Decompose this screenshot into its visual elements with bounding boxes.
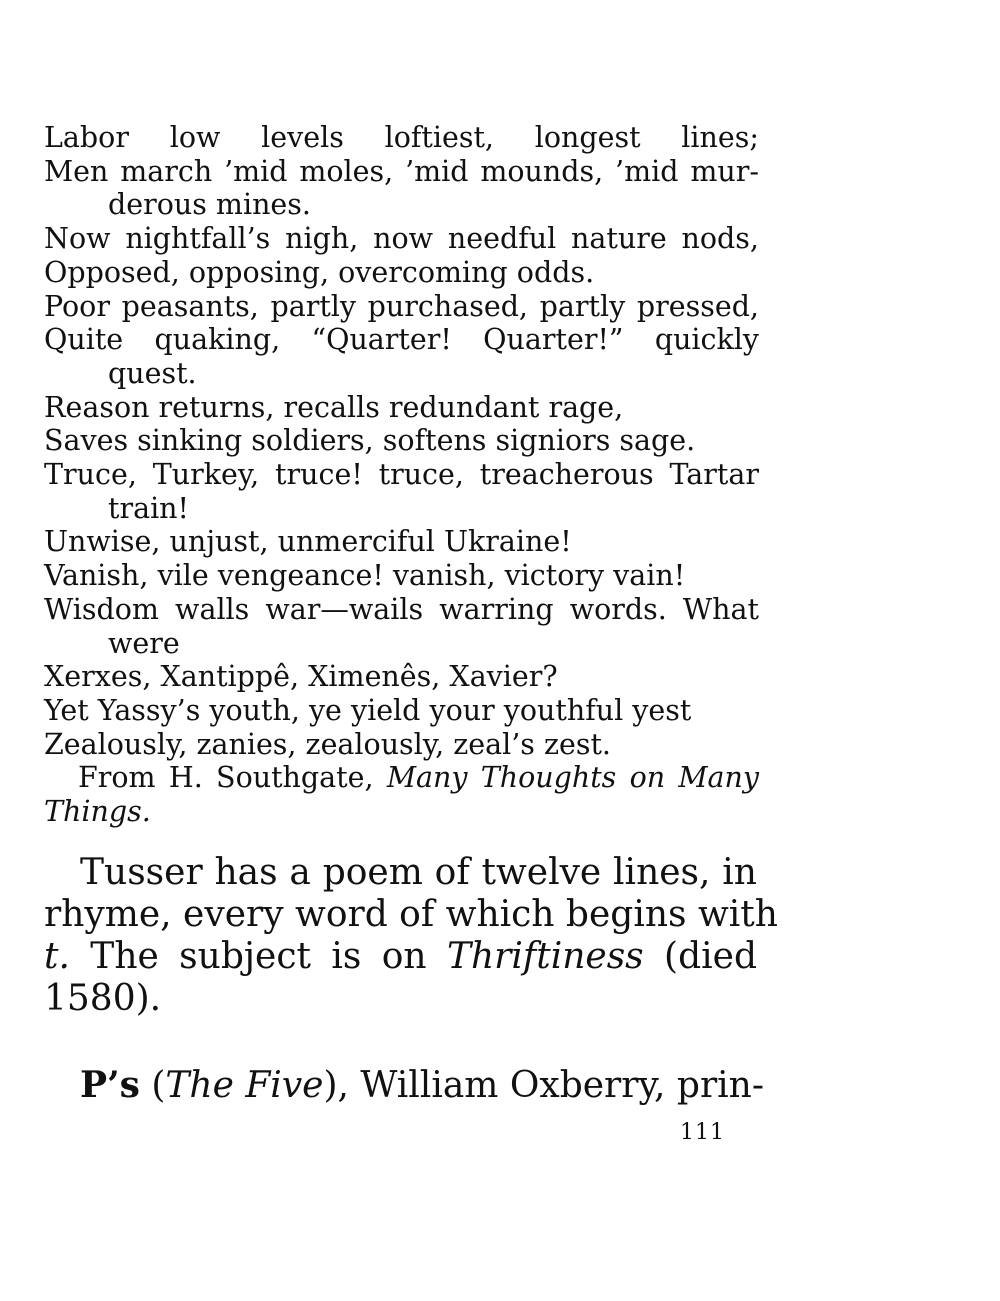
entry-head: P’s [80, 1064, 140, 1106]
poem-line: Reason returns, recalls redundant rage, [44, 390, 624, 424]
entry-heading-line: P’s (The Five), William Oxberry, prin- [80, 1064, 765, 1106]
entry-title: The Five [165, 1065, 324, 1106]
poem-line-continuation: quest. [108, 356, 197, 390]
source-prefix: From H. Southgate, [78, 761, 374, 795]
poem-line: Poor peasants, partly purchased, partly pressed, [44, 289, 759, 323]
poem-line: Quite quaking, “Quarter! Quarter!” quickly [44, 323, 759, 357]
poem-line: Men march ’mid moles, ’mid mounds, ’mid mur- [44, 154, 759, 188]
poem-source [44, 761, 759, 795]
poem-line: Unwise, unjust, unmerciful Ukraine! [44, 525, 572, 559]
source-title: Many Thoughts on Many [386, 761, 760, 795]
poem-line: Truce, Turkey, truce! truce, treacherous Tartar [44, 458, 759, 492]
poem-line: Yet Yassy’s youth, ye yield your youthful yest [44, 693, 692, 727]
alliterative-poem [44, 121, 759, 829]
paragraph-line: 1580). [44, 978, 162, 1019]
poem-line-continuation: train! [108, 491, 189, 525]
poem-title-thriftiness: Thriftiness [446, 936, 644, 977]
letter-t: t. [44, 936, 70, 977]
poem-line: Zealously, zanies, zealously, zeal’s zest. [44, 727, 611, 761]
poem-line: Labor low levels loftiest, longest lines; [44, 121, 759, 154]
paragraph-line: t. The subject is on Thriftiness (died [44, 936, 757, 977]
poem-line: Wisdom walls war—wails warring words. What [44, 592, 759, 626]
poem-line: Saves sinking soldiers, softens signiors sage. [44, 424, 696, 458]
paragraph-line: rhyme, every word of which begins with [44, 894, 778, 935]
page-number: 111 [680, 1120, 725, 1145]
poem-line-continuation: derous mines. [108, 188, 311, 222]
poem-line: Vanish, vile vengeance! vanish, victory vain! [44, 559, 686, 593]
poem-line-continuation: were [108, 626, 180, 660]
poem-line: Opposed, opposing, overcoming odds. [44, 255, 595, 289]
poem-line: Now nightfall’s nigh, now needful nature nods, [44, 222, 759, 256]
poem-line: Xerxes, Xantippê, Ximenês, Xavier? [44, 660, 558, 694]
tusser-paragraph [44, 852, 778, 1020]
paragraph-line: Tusser has a poem of twelve lines, in [80, 852, 757, 893]
source-title-continuation: Things. [44, 795, 151, 829]
entry-text: William Oxberry, prin- [348, 1065, 765, 1106]
